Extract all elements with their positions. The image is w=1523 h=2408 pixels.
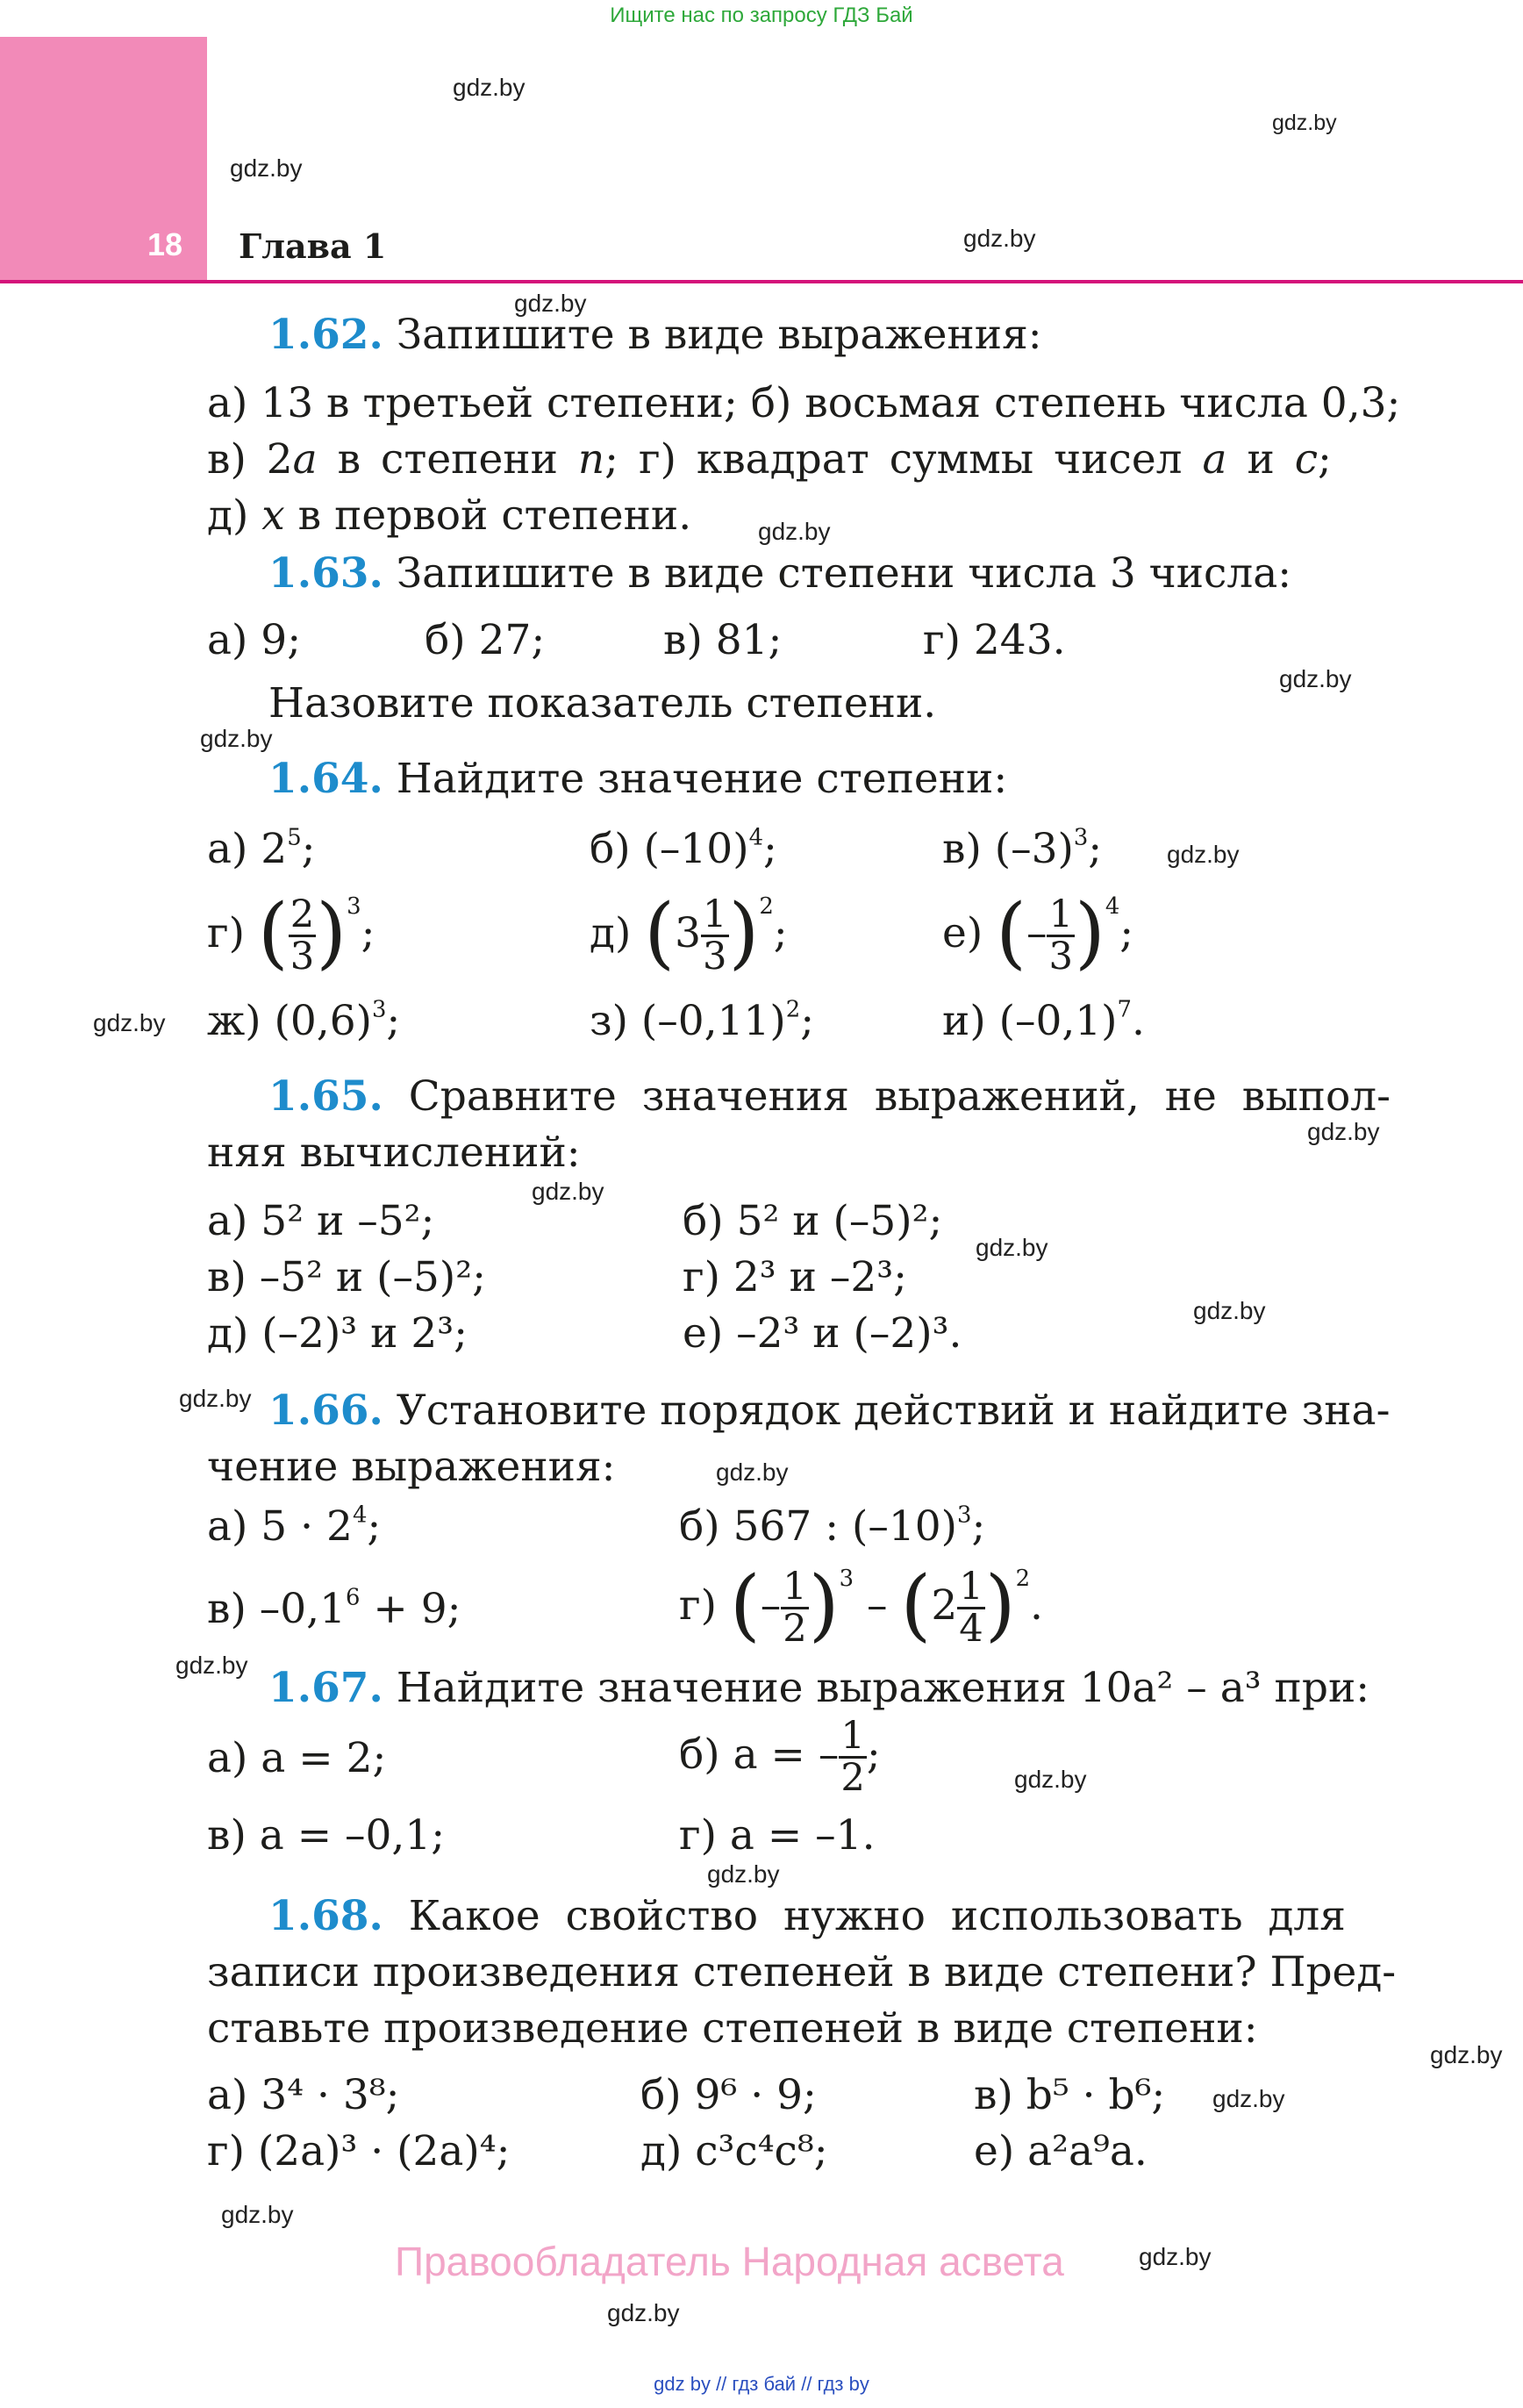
answer-c: в) 81; — [663, 616, 783, 664]
answer-h: з) $(-0,11)^2$; — [590, 996, 815, 1045]
answer-d: г) 243. — [923, 616, 1066, 664]
watermark: gdz.by — [1430, 2041, 1503, 2068]
answer-d: г) 2³ и –2³; — [683, 1253, 907, 1301]
exercise-title-cont: чение выражения: — [207, 1443, 616, 1491]
watermark: gdz.by — [1307, 1118, 1380, 1145]
exercise-1-67-heading — [268, 1664, 1369, 1712]
answer-b: б) 9⁶ · 9; — [640, 2071, 817, 2119]
watermark: gdz.by — [1212, 2085, 1285, 2112]
watermark: gdz.by — [758, 518, 831, 545]
watermark: gdz.by — [963, 225, 1036, 252]
exercise-1-62-heading — [268, 311, 1042, 359]
answer-e: д) (3 $\frac{1}{3}$ )$^2$; — [590, 886, 788, 979]
exercise-1-65-heading — [268, 1072, 1391, 1121]
bottom-links[interactable]: gdz by // гдз бай // гдз by — [654, 2373, 869, 2395]
watermark: gdz.by — [1139, 2243, 1212, 2270]
exercise-number: 1.66. — [268, 1387, 383, 1435]
exercise-line: ставьте произведение степеней в виде степени: — [207, 2004, 1258, 2053]
exercise-number: 1.68. — [268, 1892, 383, 1940]
watermark: gdz.by — [1193, 1297, 1266, 1324]
watermark: gdz.by — [1272, 111, 1337, 135]
exercise-1-64-heading — [268, 755, 1007, 803]
answer-b: б) 5² и (–5)²; — [683, 1197, 943, 1245]
answer-d: г) (2a)³ · (2a)⁴; — [207, 2127, 511, 2175]
exercise-title: Найдите значение степени: — [396, 755, 1008, 803]
watermark: gdz.by — [514, 290, 587, 317]
answer-f: е) –2³ и (–2)³. — [683, 1309, 962, 1358]
answer-b: б) 27; — [425, 616, 546, 664]
exercise-title: Запишите в виде степени числа 3 числа: — [396, 549, 1292, 598]
watermark: gdz.by — [707, 1860, 780, 1888]
answer-g: ж) $(0,6)^3$; — [207, 996, 401, 1045]
exercise-number: 1.64. — [268, 755, 383, 803]
watermark: gdz.by — [93, 1009, 166, 1036]
header-rule — [0, 280, 1523, 283]
exercise-title: Какое свойство нужно использовать для — [408, 1892, 1346, 1940]
watermark: gdz.by — [1014, 1766, 1087, 1793]
answer-c: в) a = –0,1; — [207, 1811, 446, 1860]
answer-d: г) a = –1. — [679, 1811, 876, 1860]
watermark: gdz.by — [607, 2299, 680, 2326]
exercise-number: 1.62. — [268, 311, 383, 359]
copyright-owner: Правообладатель Народная асвета — [395, 2239, 1064, 2284]
answer-i: и) $(-0,1)^7$. — [942, 996, 1145, 1045]
answer-d: г) ( $\frac{2}{3}$ )$^3$; — [207, 886, 375, 979]
watermark: gdz.by — [1279, 665, 1352, 692]
watermark: gdz.by — [179, 1385, 252, 1412]
answer-f: е) (– $\frac{1}{3}$ )$^4$; — [942, 886, 1134, 979]
exercise-note: Назовите показатель степени. — [268, 679, 937, 727]
answer-a: а) 9; — [207, 616, 302, 664]
answer-c: в) $-0,1^6 + 9$; — [207, 1584, 461, 1633]
exercise-number: 1.65. — [268, 1072, 383, 1121]
answer-a: а) 3⁴ · 3⁸; — [207, 2071, 400, 2119]
watermark: gdz.by — [716, 1458, 789, 1486]
exercise-number: 1.63. — [268, 549, 383, 598]
watermark: gdz.by — [175, 1652, 248, 1679]
answer-c: в) $(-3)^3$; — [942, 824, 1103, 873]
answer-c: в) b⁵ · b⁶; — [974, 2071, 1166, 2119]
exercise-1-63-heading — [268, 549, 1291, 598]
answer-b: б) $(-10)^4$; — [590, 824, 777, 873]
watermark: gdz.by — [230, 154, 303, 182]
exercise-line: д) x в первой степени. — [207, 491, 692, 540]
watermark: gdz.by — [221, 2201, 294, 2228]
exercise-title: Сравните значения выражений, не выпол- — [408, 1072, 1391, 1121]
answer-a: а) 5² и –5²; — [207, 1197, 435, 1245]
watermark: gdz.by — [453, 74, 526, 101]
page-number: 18 — [147, 226, 183, 262]
exercise-1-66-heading — [268, 1387, 1390, 1435]
exercise-title: Запишите в виде выражения: — [396, 311, 1042, 359]
top-banner: Ищите нас по запросу ГДЗ Бай — [610, 4, 913, 27]
watermark: gdz.by — [976, 1234, 1048, 1261]
answer-c: в) –5² и (–5)²; — [207, 1253, 486, 1301]
exercise-title: Найдите значение выражения 10a² – a³ при: — [396, 1664, 1370, 1712]
answer-a: а) $5 \cdot 2^4$; — [207, 1501, 382, 1551]
answer-f: е) a²a⁹a. — [974, 2127, 1148, 2175]
answer-b: б) 567 : $(-10)^3$; — [679, 1501, 986, 1551]
exercise-line: а) 13 в третьей степени; б) восьмая степень числа 0,3; — [207, 379, 1401, 427]
exercise-1-68-heading — [268, 1892, 1346, 1940]
answer-b: б) a = – $\frac{1}{2}$ ; — [679, 1714, 881, 1801]
answer-e: д) (–2)³ и 2³; — [207, 1309, 468, 1358]
answer-a: а) $2^5$; — [207, 824, 316, 873]
chapter-title: Глава 1 — [239, 226, 387, 266]
exercise-number: 1.67. — [268, 1664, 383, 1712]
answer-a: а) a = 2; — [207, 1734, 387, 1782]
answer-d: г) (– $\frac{1}{2}$ )$^3$ – (2 $\frac{1}{4}$ )$^2$. — [679, 1559, 1043, 1652]
exercise-title: Установите порядок действий и найдите зна- — [396, 1387, 1391, 1435]
answer-e: д) c³c⁴c⁸; — [640, 2127, 828, 2175]
watermark: gdz.by — [200, 725, 273, 752]
exercise-line: записи произведения степеней в виде степени? Пред- — [207, 1948, 1397, 1996]
watermark: gdz.by — [532, 1178, 604, 1205]
exercise-line: в) 2a в степени n; г) квадрат суммы чисел a и c; — [207, 435, 1332, 484]
watermark: gdz.by — [1167, 841, 1240, 868]
exercise-title-cont: няя вычислений: — [207, 1129, 581, 1177]
